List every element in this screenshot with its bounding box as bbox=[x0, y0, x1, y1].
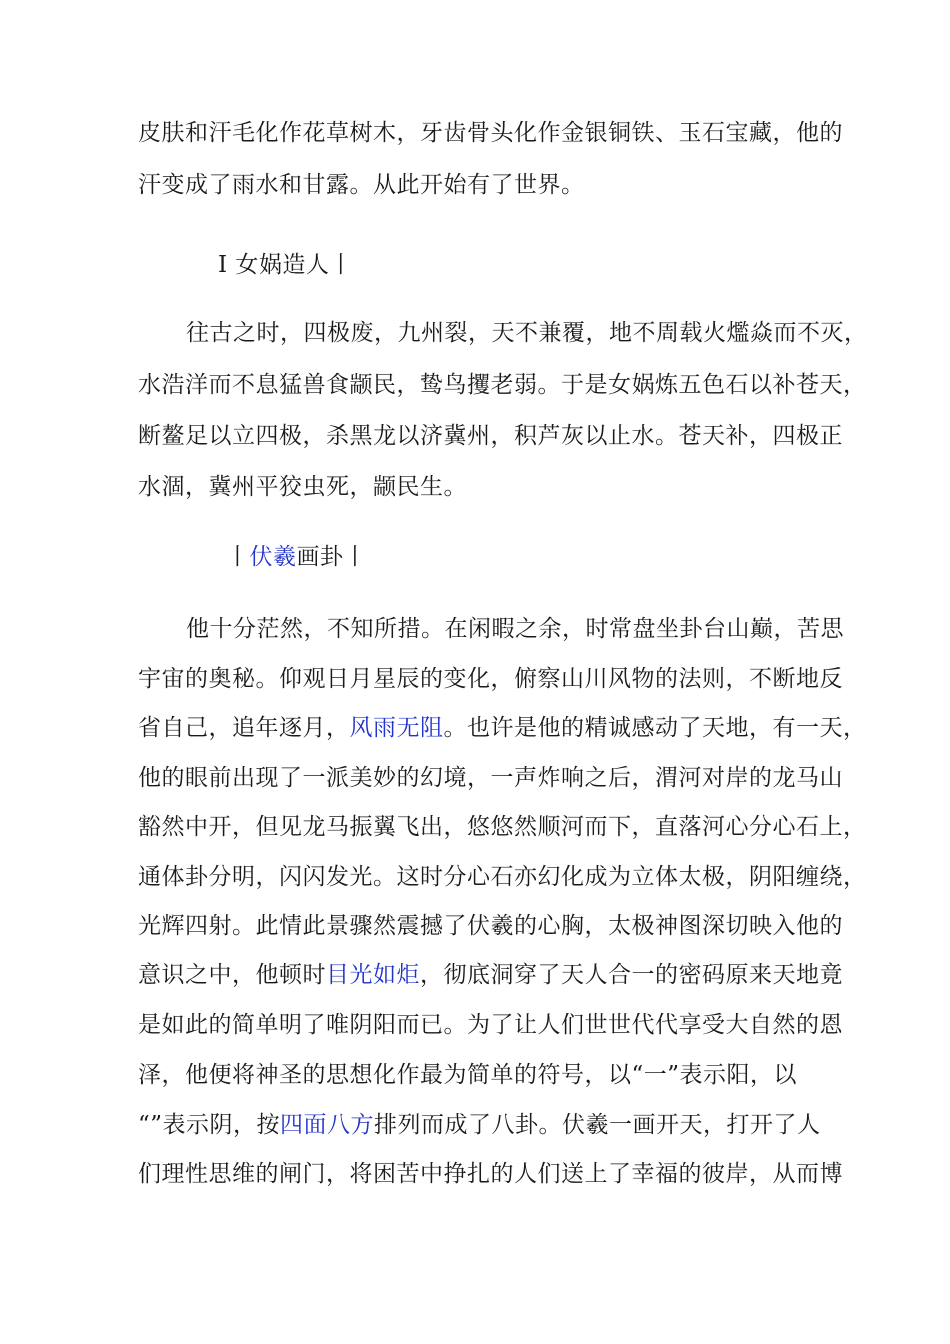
paragraph-3-line-2: 宇宙的奥秘。仰观日月星辰的变化，俯察山川风物的法则，不断地反 bbox=[138, 666, 843, 692]
paragraph-3-line-8 bbox=[138, 960, 843, 990]
line-11-before: “”表示阴，按 bbox=[138, 1112, 281, 1138]
section-heading-fuxi bbox=[226, 542, 367, 572]
paragraph-3-line-9: 是如此的简单明了唯阴阳而已。为了让人们世世代代享受大自然的恩 bbox=[138, 1012, 843, 1038]
line-8-after: ，彻底洞穿了天人合一的密码原来天地竟 bbox=[420, 962, 843, 988]
paragraph-1-line-1: 皮肤和汗毛化作花草树木，牙齿骨头化作金银铜铁、玉石宝藏，他的 bbox=[138, 120, 843, 146]
paragraph-3-line-7: 光辉四射。此情此景骤然震撼了伏羲的心胸，太极神图深切映入他的 bbox=[138, 913, 843, 939]
heading-rest: 画卦丨 bbox=[296, 544, 367, 570]
paragraph-3-line-1: 他十分茫然，不知所措。在闲暇之余，时常盘坐卦台山巅，苦思 bbox=[186, 616, 844, 642]
line-11-after: 排列而成了八卦。伏羲一画开天，打开了人 bbox=[374, 1112, 821, 1138]
paragraph-2-line-1: 往古之时，四极废，九州裂，天不兼覆，地不周载火爁焱而不灭， bbox=[186, 320, 868, 346]
paragraph-1-line-2: 汗变成了雨水和甘露。从此开始有了世界。 bbox=[138, 172, 585, 198]
paragraph-3-line-3 bbox=[138, 713, 867, 743]
paragraph-3-line-4: 他的眼前出现了一派美妙的幻境，一声炸响之后，渭河对岸的龙马山 bbox=[138, 765, 843, 791]
paragraph-2-line-3: 断鳌足以立四极，杀黑龙以济冀州，积芦灰以止水。苍天补，四极正 bbox=[138, 423, 843, 449]
paragraph-2-line-2: 水浩洋而不息猛兽食颛民，鸷鸟攫老弱。于是女娲炼五色石以补苍天， bbox=[138, 372, 867, 398]
paragraph-3-line-12: 们理性思维的闸门，将困苦中挣扎的人们送上了幸福的彼岸，从而博 bbox=[138, 1161, 843, 1187]
paragraph-3-line-11 bbox=[138, 1110, 821, 1140]
paragraph-2-line-4: 水涸，冀州平狡虫死，颛民生。 bbox=[138, 474, 467, 500]
simian-bafang-link[interactable]: 四面八方 bbox=[280, 1112, 375, 1138]
fengyu-wuzu-link[interactable]: 风雨无阻 bbox=[349, 715, 444, 741]
fuxi-link[interactable]: 伏羲 bbox=[249, 544, 297, 570]
heading-bar-left: 丨 bbox=[226, 544, 250, 570]
muguang-ruju-link[interactable]: 目光如炬 bbox=[326, 962, 420, 988]
section-heading-nuwa: I 女娲造人丨 bbox=[218, 252, 353, 278]
line-3-after: 。也许是他的精诚感动了天地，有一天， bbox=[443, 715, 867, 741]
paragraph-3-line-5: 豁然中开，但见龙马振翼飞出，悠悠然顺河而下，直落河心分心石上， bbox=[138, 814, 867, 840]
line-3-before: 省自己，追年逐月， bbox=[138, 715, 350, 741]
paragraph-3-line-6: 通体卦分明，闪闪发光。这时分心石亦幻化成为立体太极，阴阳缠绕， bbox=[138, 864, 867, 890]
paragraph-3-line-10: 泽，他便将神圣的思想化作最为简单的符号，以“一”表示阳，以 bbox=[138, 1062, 798, 1088]
line-8-before: 意识之中，他顿时 bbox=[138, 962, 326, 988]
